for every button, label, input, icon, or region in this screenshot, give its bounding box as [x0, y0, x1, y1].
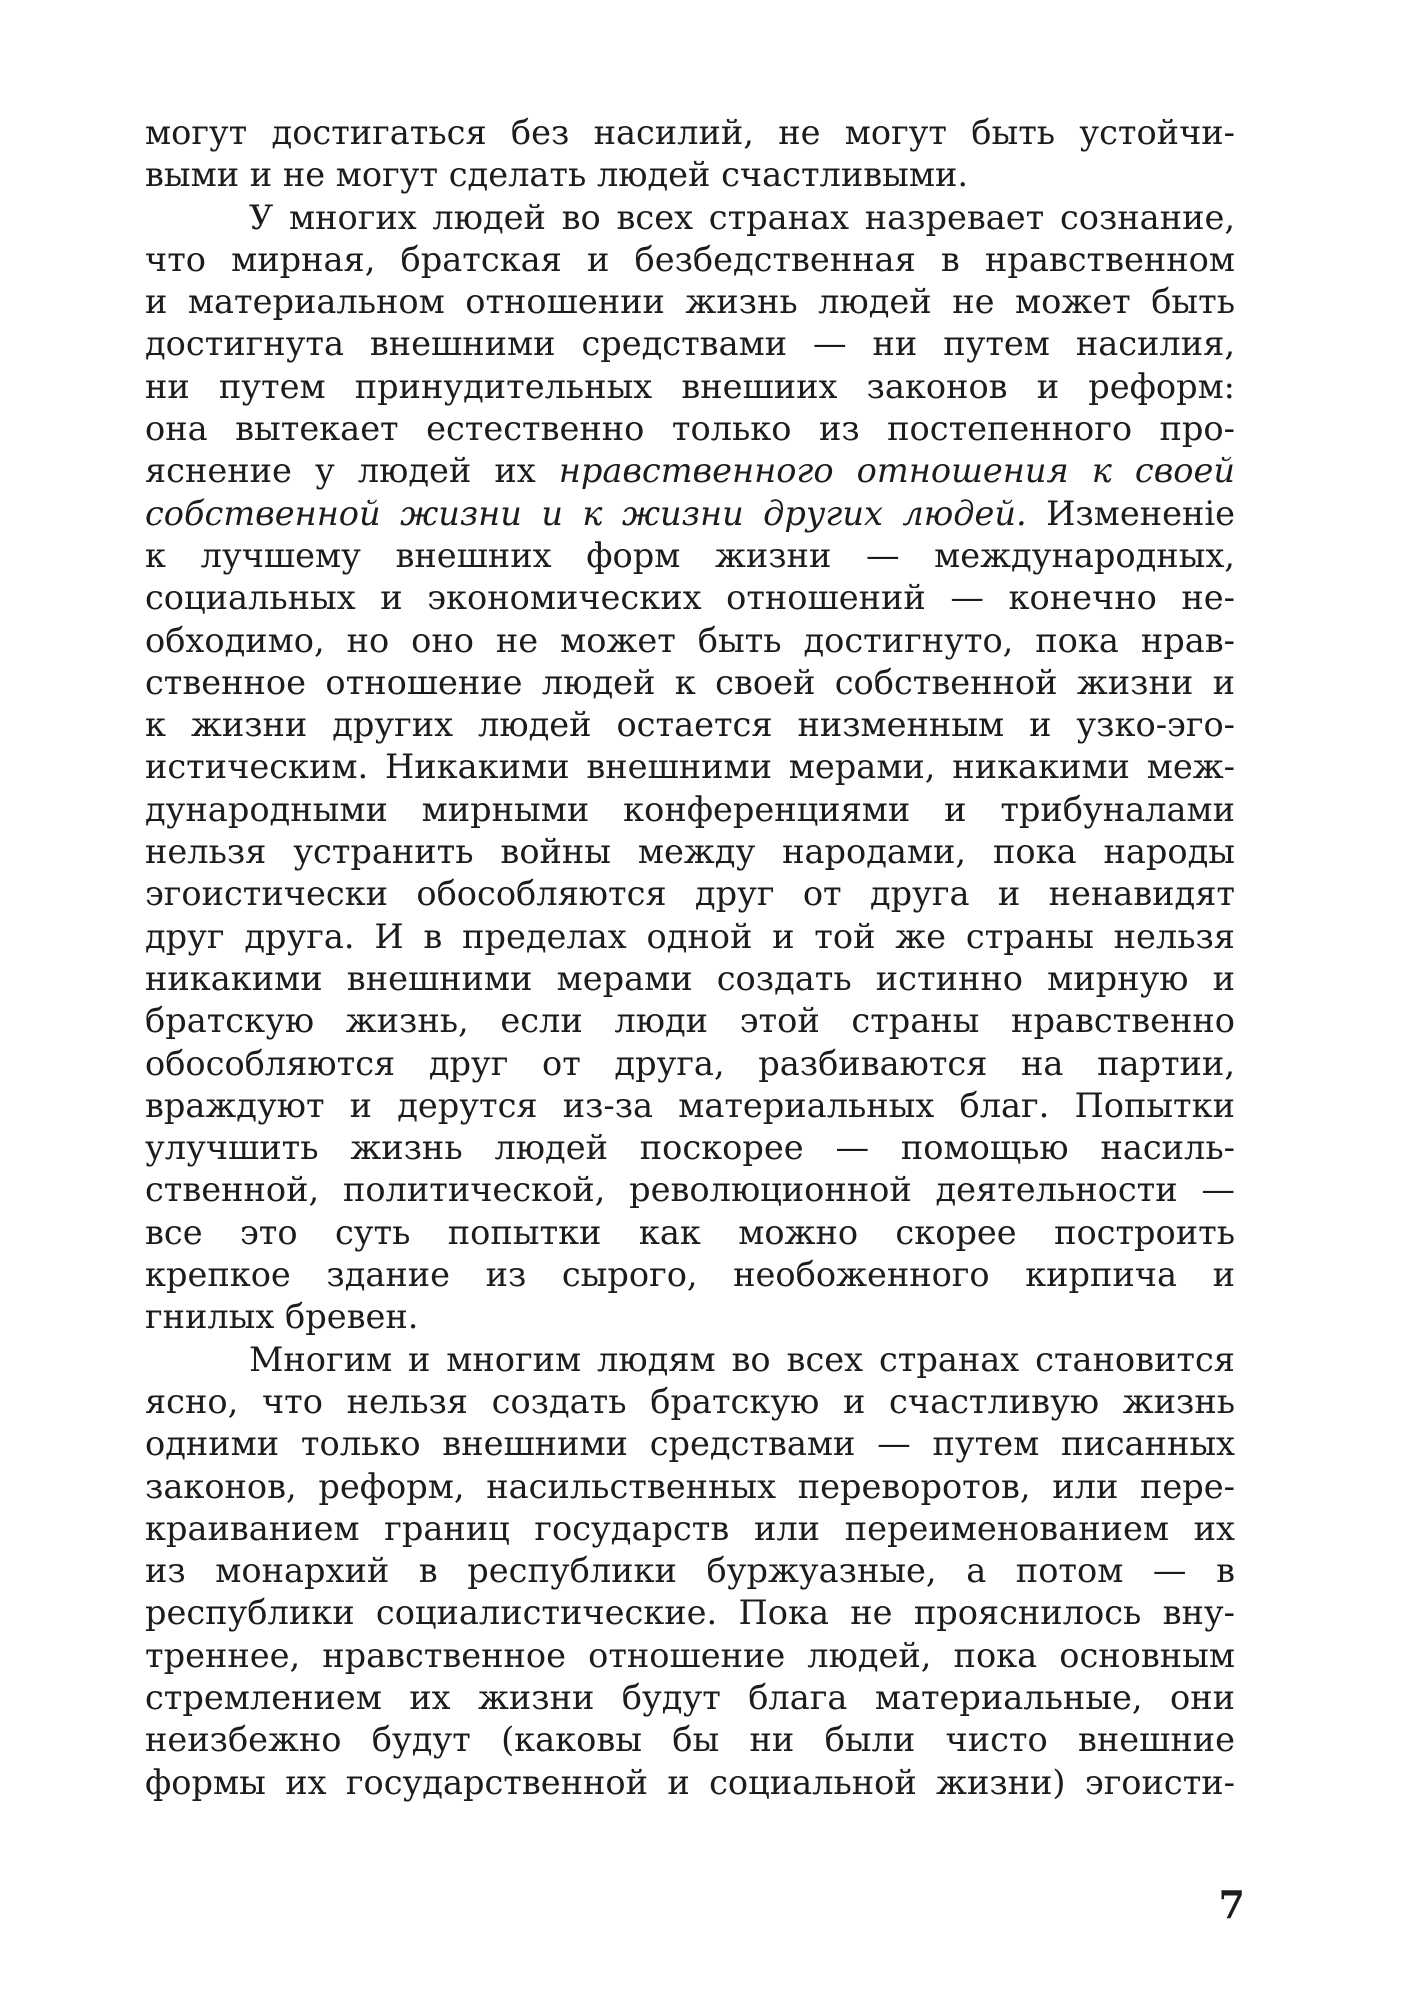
italic-emphasis: нравственного отношения к своей	[558, 451, 1235, 491]
paragraph-start-line: Многим и многим людям во всех странах становится	[249, 1339, 1235, 1379]
text-line: дународными мирными конференциями и трибуналами	[145, 789, 1235, 829]
text-line: неизбежно будут (каковы бы ни были чисто внешние	[145, 1720, 1235, 1760]
text-line: обходимо, но оно не может быть достигнуто, пока нрав-	[145, 620, 1235, 660]
text-line-with-italic	[145, 450, 1235, 492]
text-line: краиванием границ государств или переименованием их	[145, 1508, 1235, 1548]
text-line: братскую жизнь, если люди этой страны нравственно	[145, 1001, 1235, 1041]
text-line: друг друга. И в пределах одной и той же страны нельзя	[145, 916, 1235, 956]
text-line: могут достигаться без насилий, не могут быть устойчи-	[145, 113, 1235, 152]
text-line-with-italic	[145, 493, 1235, 535]
text-line: ственной, политической, революционной деятельности —	[145, 1170, 1235, 1210]
text-line: достигнута внешними средствами — ни путем насилия,	[145, 324, 1235, 364]
text-line: формы их государственной и социальной жизни) эгоисти-	[145, 1762, 1235, 1802]
text-line: ни путем принудительных внешиих законов и реформ:	[145, 366, 1235, 406]
text-segment: Измененіе	[1026, 493, 1235, 533]
text-line: ственное отношение людей к своей собственной жизни и	[145, 662, 1235, 702]
text-line: из монархий в республики буржуазные, а потом — в	[145, 1551, 1235, 1591]
italic-emphasis: собственной жизни и к жизни других людей.	[145, 493, 1027, 533]
text-line: что мирная, братская и безбедственная в нравственном	[145, 239, 1235, 279]
text-line: законов, реформ, насильственных переворотов, или пере-	[145, 1466, 1235, 1506]
text-line: к лучшему внешних форм жизни — международных,	[145, 535, 1235, 575]
text-line: эгоистически обособляются друг от друга и ненавидят	[145, 874, 1235, 914]
text-line: улучшить жизнь людей поскорее — помощью насиль-	[145, 1128, 1235, 1168]
paragraph-start-line: У многих людей во всех странах назревает сознание,	[249, 197, 1235, 237]
text-line: гнилых бревен.	[145, 1297, 419, 1337]
text-line: все это суть попытки как можно скорее построить	[145, 1212, 1235, 1252]
text-line: крепкое здание из сырого, необоженного кирпича и	[145, 1255, 1235, 1295]
text-line: стремлением их жизни будут блага материальные, они	[145, 1677, 1235, 1717]
page-number: 7	[1218, 1882, 1245, 1927]
text-line: социальных и экономических отношений — конечно не-	[145, 578, 1235, 618]
text-line: одними только внешними средствами — путем писанных	[145, 1424, 1235, 1464]
text-line: враждуют и дерутся из-за материальных благ. Попытки	[145, 1085, 1235, 1125]
body-text	[145, 112, 1235, 1804]
text-line: треннее, нравственное отношение людей, пока основным	[145, 1635, 1235, 1675]
text-line: ясно, что нельзя создать братскую и счастливую жизнь	[145, 1381, 1235, 1421]
text-line: истическим. Никакими внешними мерами, никакими меж-	[145, 747, 1235, 787]
text-line: никакими внешними мерами создать истинно мирную и	[145, 958, 1235, 998]
text-line: выми и не могут сделать людей счастливыми.	[145, 155, 969, 195]
text-line: нельзя устранить войны между народами, пока народы	[145, 832, 1235, 872]
text-line: к жизни других людей остается низменным и узко-эго-	[145, 705, 1235, 745]
text-line: она вытекает естественно только из постепенного про-	[145, 409, 1235, 449]
text-line: обособляются друг от друга, разбиваются на партии,	[145, 1043, 1235, 1083]
text-line: республики социалистические. Пока не прояснилось вну-	[145, 1593, 1235, 1633]
text-segment: яснение у людей их	[145, 451, 559, 491]
text-line: и материальном отношении жизнь людей не может быть	[145, 282, 1235, 322]
